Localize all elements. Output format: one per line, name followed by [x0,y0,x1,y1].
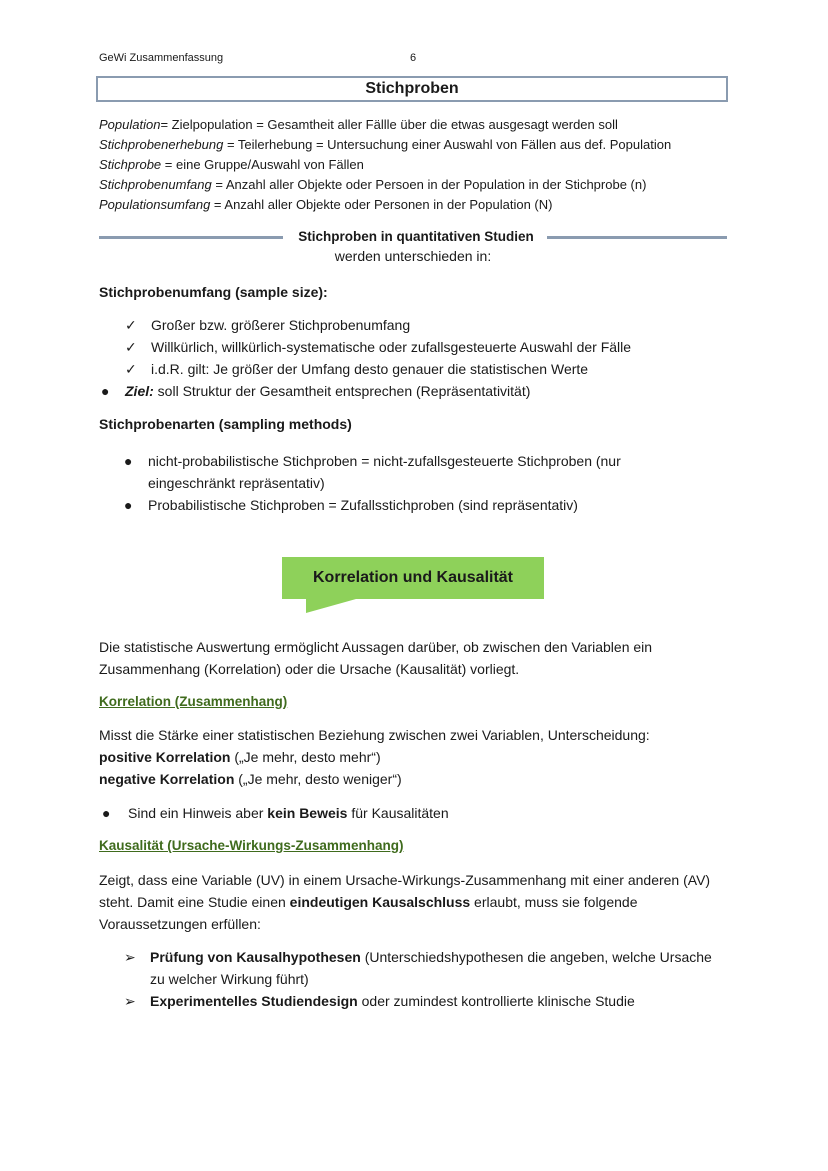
note-bold: kein Beweis [267,805,348,821]
list-item-text: Großer bzw. größerer Stichprobenumfang [151,317,411,333]
causality-text-bold: eindeutigen Kausalschluss [289,894,471,910]
list-item [99,380,739,402]
list-item [125,358,745,380]
causality-heading: Kausalität (Ursache-Wirkungs-Zusammenhang) [99,838,404,853]
list-item [125,314,745,336]
negative-label: negative Korrelation [99,771,235,787]
goal-text: soll Struktur der Gesamtheit entsprechen (Repräsentativität) [153,383,531,399]
section-banner: Korrelation und Kausalität [282,557,544,599]
positive-desc: („Je mehr, desto mehr“) [230,749,381,765]
requirement-text: (Unterschiedshypothesen die angeben, welche Ursache zu welcher Wirkung führt) [150,949,712,987]
note-post: für Kausalitäten [347,805,449,821]
page-number: 6 [410,52,417,64]
intro-paragraph: Die statistische Auswertung ermöglicht Aussagen darüber, ob zwischen den Variablen ein Zusammenhang (Korrelation) oder die Ursache (Kausalität) vorliegt. [99,639,653,677]
definition-row [99,115,739,135]
definition-term: Stichprobe [99,157,162,172]
section-divider [99,228,727,246]
divider-label: Stichproben in quantitativen Studien [298,229,534,244]
requirement-text: oder zumindest kontrollierte klinische Studie [357,993,635,1009]
check-icon: ✓ [125,317,137,333]
negative-correlation [99,768,739,790]
divider-line-right [547,236,727,239]
check-icon: ✓ [125,361,137,377]
check-icon: ✓ [125,339,137,355]
sampling-methods-heading: Stichprobenarten (sampling methods) [99,416,352,432]
correlation-note-list [102,802,742,824]
definition-row [99,175,739,195]
causality-text-pre: Zeigt, dass eine Variable (UV) in einem Ursache-Wirkungs-Zusammenhang mit einer anderen (AV) steht. Damit eine Studie einen [99,872,711,910]
list-item-text: Probabilistische Stichproben = Zufallsstichproben (sind repräsentativ) [148,497,578,513]
list-item [125,336,745,358]
definition-term: Stichprobenerhebung [99,137,224,152]
bullet-icon: ● [124,453,133,469]
section-title: Stichproben [96,76,728,102]
positive-label: positive Korrelation [99,749,231,765]
positive-correlation [99,746,739,768]
goal-label: Ziel: [125,383,154,399]
correlation-text: Misst die Stärke einer statistischen Beziehung zwischen zwei Variablen, Unterscheidung: [99,727,650,743]
list-item [122,450,692,494]
header-doc-title: GeWi Zusammenfassung [99,52,224,64]
list-item [124,946,714,990]
list-item-text: Willkürlich, willkürlich-systematische oder zufallsgesteuerte Auswahl der Fälle [151,339,632,355]
causality-requirements-list [124,946,714,1012]
banner-tail [306,599,356,613]
sampling-methods-list [122,450,692,516]
definition-row [99,155,739,175]
bullet-icon: ● [101,383,110,399]
definition-text: = eine Gruppe/Auswahl von Fällen [161,157,364,172]
definitions-list [99,115,739,215]
list-item-text: i.d.R. gilt: Je größer der Umfang desto genauer die statistischen Werte [151,361,589,377]
definition-row [99,195,739,215]
definition-term: Stichprobenumfang [99,177,212,192]
divider-line-left [99,236,283,239]
arrow-bullet-icon: ➢ [124,949,136,965]
requirement-bold: Prüfung von Kausalhypothesen [150,949,361,965]
list-item-text: nicht-probabilistische Stichproben = nicht-zufallsgesteuerte Stichproben (nur eingeschränkt repräsentativ) [148,453,621,491]
negative-desc: („Je mehr, desto weniger“) [234,771,402,787]
list-item [124,990,714,1012]
definition-text: = Anzahl aller Objekte oder Personen in der Population (N) [210,197,553,212]
sample-size-list [125,314,745,380]
requirement-bold: Experimentelles Studiendesign [150,993,358,1009]
correlation-block [99,724,739,790]
bullet-icon: ● [102,805,111,821]
bullet-icon: ● [124,497,133,513]
definition-row [99,135,739,155]
causality-paragraph [99,869,735,935]
definition-term: Populationsumfang [99,197,211,212]
definition-text: = Teilerhebung = Untersuchung einer Auswahl von Fällen aus def. Population [223,137,672,152]
list-item [122,494,692,516]
divider-subtitle: werden unterschieden in: [334,248,492,264]
list-item [102,802,742,824]
sample-size-heading: Stichprobenumfang (sample size): [99,284,328,300]
correlation-heading: Korrelation (Zusammenhang) [99,694,288,709]
goal-list [99,380,739,402]
causality-text-post: erlaubt, muss sie folgende Voraussetzungen erfüllen: [99,894,638,932]
definition-text: = Anzahl aller Objekte oder Persoen in der Population in der Stichprobe (n) [211,177,647,192]
definition-term: Population [99,117,161,132]
definition-text: = Zielpopulation = Gesamtheit aller Fällle über die etwas ausgesagt werden soll [160,117,618,132]
arrow-bullet-icon: ➢ [124,993,136,1009]
note-pre: Sind ein Hinweis aber [128,805,268,821]
